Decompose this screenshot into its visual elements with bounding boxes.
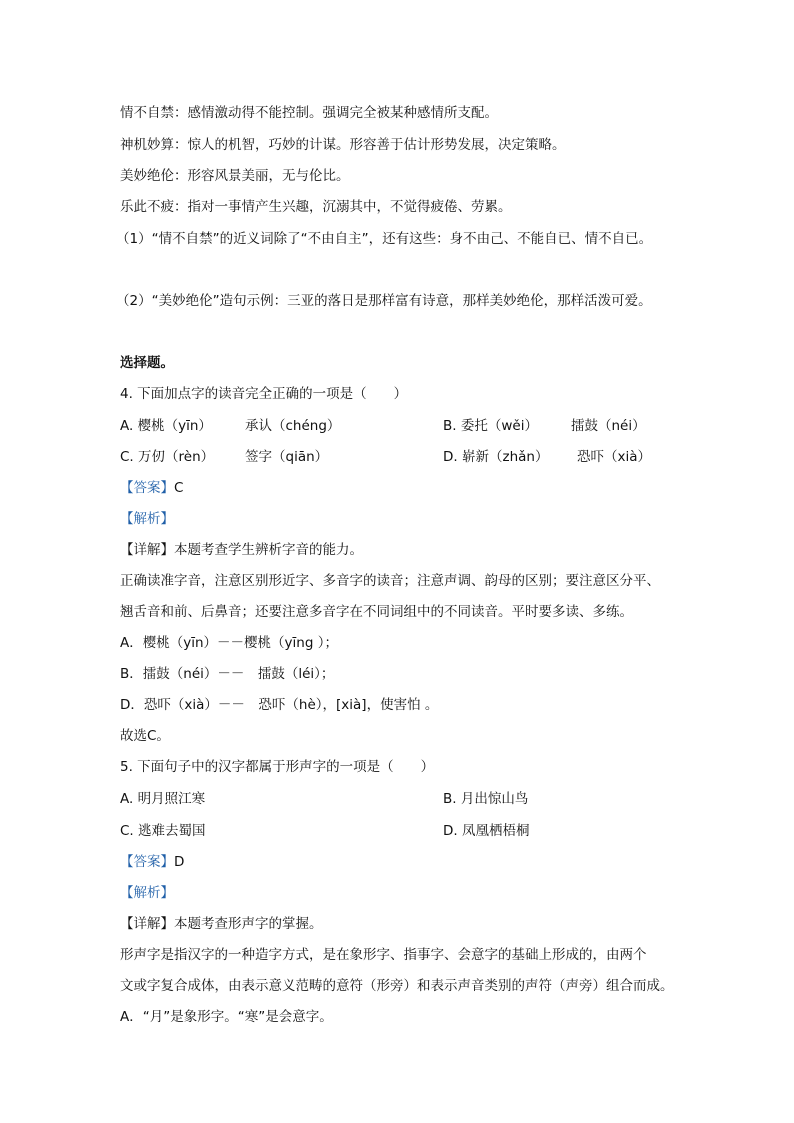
- detail-tag: 【详解】: [120, 542, 174, 558]
- q4-detail: [120, 541, 363, 559]
- q5-option-c: C. 逃难去蜀国: [120, 823, 206, 839]
- q5-option-a: A. 明月照江寒: [120, 791, 206, 807]
- detail-text: 本题考查形声字的掌握。: [174, 916, 323, 932]
- q4-analysis-b: B．擂鼓（néi）－－ 擂鼓（léi）；: [120, 666, 335, 682]
- definition-line: 情不自禁：感情激动得不能控制。强调完全被某种感情所支配。: [120, 105, 498, 121]
- q5-stem: 5. 下面句子中的汉字都属于形声字的一项是（ ）: [120, 759, 435, 775]
- answer-tag: 【答案】: [120, 480, 174, 496]
- detail-tag: 【详解】: [120, 916, 174, 932]
- q5-analysis-tag: 【解析】: [120, 885, 174, 901]
- answer-value: D: [174, 854, 185, 870]
- definition-line: 乐此不疲：指对一事情产生兴趣，沉溺其中，不觉得疲倦、劳累。: [120, 199, 512, 215]
- answer-synonyms: （1）“情不自禁”的近义词除了“不由自主”，还有这些：身不由己、不能自已、情不自已。: [116, 231, 653, 247]
- q4-option-a: A. 樱桃（yīn）: [120, 418, 212, 434]
- q4-option-b-second: 擂鼓（néi）: [571, 418, 646, 434]
- answer-sentence-example: （2）“美妙绝伦”造句示例：三亚的落日是那样富有诗意，那样美妙绝伦，那样活泼可爱。: [116, 293, 652, 309]
- q5-option-b: B. 月出惊山鸟: [443, 791, 529, 807]
- answer-value: C: [174, 480, 184, 496]
- q4-option-c-second: 签字（qiān）: [245, 449, 329, 465]
- definition-line: 神机妙算：惊人的机智，巧妙的计谋。形容善于估计形势发展，决定策略。: [120, 137, 566, 153]
- q5-option-d: D. 凤凰栖梧桐: [443, 823, 530, 839]
- q4-answer: [120, 479, 183, 497]
- q5-analysis-a: A．“月”是象形字。“寒”是会意字。: [120, 1009, 333, 1025]
- q4-option-d-second: 恐吓（xià）: [577, 449, 652, 465]
- q4-analysis-tag: 【解析】: [120, 511, 174, 527]
- q4-analysis-a: A．樱桃（yīn）－－樱桃（yīng ）；: [120, 635, 338, 651]
- detail-text: 本题考查学生辨析字音的能力。: [174, 542, 363, 558]
- q4-explanation-line: 正确读准字音，注意区别形近字、多音字的读音；注意声调、韵母的区别；要注意区分平、: [120, 573, 660, 589]
- q5-explanation-line: 文或字复合成体，由表示意义范畴的意符（形旁）和表示声音类别的声符（声旁）组合而成。: [120, 978, 674, 994]
- q4-option-d: D. 崭新（zhǎn）: [443, 449, 549, 465]
- definition-line: 美妙绝伦：形容风景美丽，无与伦比。: [120, 168, 350, 184]
- q5-answer: [120, 853, 184, 871]
- q4-conclusion: 故选C。: [120, 728, 170, 744]
- q4-explanation-line: 翘舌音和前、后鼻音；还要注意多音字在不同词组中的不同读音。平时要多读、多练。: [120, 604, 633, 620]
- q4-option-a-second: 承认（chéng）: [245, 418, 341, 434]
- q5-explanation-line: 形声字是指汉字的一种造字方式，是在象形字、指事字、会意字的基础上形成的，由两个: [120, 947, 647, 963]
- q4-option-b: B. 委托（wěi）: [443, 418, 538, 434]
- q4-analysis-d: D．恐吓（xià）－－ 恐吓（hè），[xià]，使害怕 。: [120, 697, 439, 713]
- section-title: 选择题。: [120, 355, 174, 371]
- q5-detail: [120, 915, 323, 933]
- answer-tag: 【答案】: [120, 854, 174, 870]
- q4-option-c: C. 万仞（rèn）: [120, 449, 215, 465]
- q4-stem: 4. 下面加点字的读音完全正确的一项是（ ）: [120, 386, 408, 402]
